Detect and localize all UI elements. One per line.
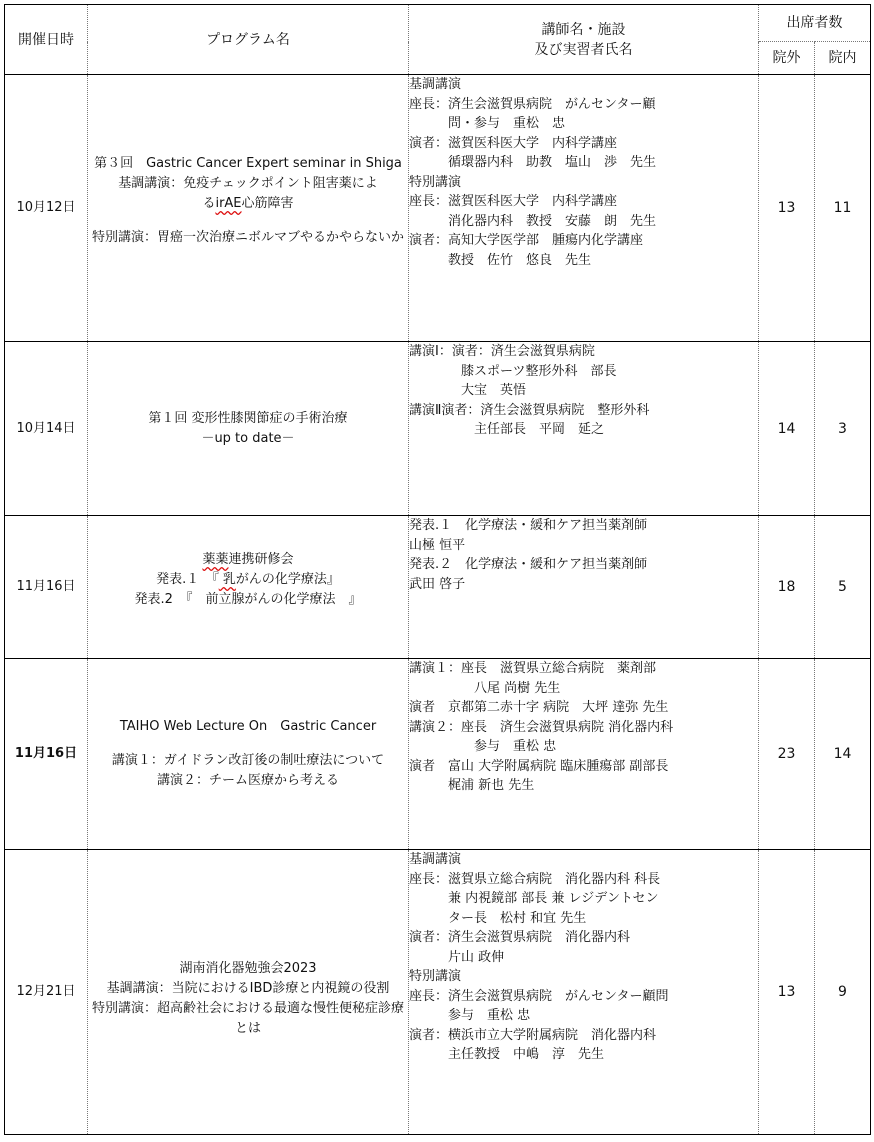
row-outside-count: 13 — [759, 850, 815, 1135]
program-line: 基調講演：免疫チェックポイント阻害薬によ るirAE心筋障害 — [118, 176, 378, 211]
row-program — [88, 659, 409, 850]
header-instructor-line2: 及び実習者氏名 — [534, 41, 633, 58]
header-attendees: 出席者数 — [759, 5, 871, 42]
header-program: プログラム名 — [88, 5, 409, 75]
row-program — [88, 516, 409, 659]
row-program — [88, 75, 409, 342]
program-line: 湖南消化器勉強会2023 — [179, 961, 317, 976]
header-date: 開催日時 — [18, 31, 74, 48]
table-row — [5, 850, 871, 1135]
row-outside-count: 13 — [759, 75, 815, 342]
row-date: 10月12日 — [5, 75, 88, 342]
row-instructor: 講演１：座長 滋賀県立総合病院 薬剤部 八尾 尚樹 先生 演者 京都第二赤十字 病院 大坪 達弥 先生 講演２：座長 済生会滋賀県病院 消化器内科 参与 重松 忠 演者 富山 大学附属病院 臨床腫瘍部 副部長 梶浦 新也 先生 — [409, 659, 759, 850]
row-date: 12月21日 — [5, 850, 88, 1135]
row-inside-count: 5 — [815, 516, 871, 659]
header-inside: 院内 — [815, 42, 871, 75]
header-instructor — [409, 5, 759, 75]
header-row — [5, 5, 871, 42]
row-date: 10月14日 — [5, 342, 88, 516]
row-inside-count: 3 — [815, 342, 871, 516]
program-line: 薬薬連携研修会 — [202, 552, 294, 567]
table-row — [5, 342, 871, 516]
program-line: 特別講演：胃癌一次治療ニボルマブやるかやらないか — [91, 230, 404, 245]
program-line: 第３回 Gastric Cancer Expert seminar in Shiga — [94, 156, 402, 171]
header-outside: 院外 — [759, 42, 815, 75]
row-outside-count: 18 — [759, 516, 815, 659]
program-line: 講演２：チーム医療から考える — [156, 773, 339, 788]
row-inside-count: 14 — [815, 659, 871, 850]
row-instructor: 基調講演 座長：済生会滋賀県病院 がんセンター顧 問・参与 重松 忠 演者：滋賀医科医大学 内科学講座 循環器内科 助教 塩山 渉 先生 特別講演 座長：滋賀医科医大学 内科学講座 消化器内科 教授 安藤 朗 先生 演者：高知大学医学部 腫瘍内化学講座 教授 佐竹 悠良 先生 — [409, 75, 759, 342]
program-line: TAIHO Web Lecture On Gastric Cancer — [119, 719, 377, 734]
row-outside-count: 23 — [759, 659, 815, 850]
program-line: 発表.2 『 前立腺がんの化学療法 』 — [134, 592, 362, 607]
program-line: 講演１：ガイドラン改訂後の制吐療法について — [111, 753, 385, 768]
spellcheck-underline: 乳 — [218, 572, 236, 587]
table-row — [5, 516, 871, 659]
program-line: 発表.１ 『 乳がんの化学療法』 — [156, 572, 340, 587]
header-instructor-line1: 講師名・施設 — [541, 21, 626, 38]
row-inside-count: 9 — [815, 850, 871, 1135]
spellcheck-underline: 薬薬 — [202, 552, 229, 567]
table-row — [5, 75, 871, 342]
row-date: 11月16日 — [5, 659, 88, 850]
attendance-table — [4, 4, 871, 1135]
row-outside-count: 14 — [759, 342, 815, 516]
row-date: 11月16日 — [5, 516, 88, 659]
row-inside-count: 11 — [815, 75, 871, 342]
row-program — [88, 850, 409, 1135]
row-instructor: 講演Ⅰ：演者：済生会滋賀県病院 膝スポーツ整形外科 部長 大宝 英悟 講演Ⅱ演者：済生会滋賀県病院 整形外科 主任部長 平岡 延之 — [409, 342, 759, 516]
table-row — [5, 659, 871, 850]
row-instructor: 発表.１ 化学療法・緩和ケア担当薬剤師 山極 恒平 発表.２ 化学療法・緩和ケア担当薬剤師 武田 啓子 — [409, 516, 759, 659]
program-line: 第１回 変形性膝関節症の手術治療 — [148, 410, 348, 426]
program-line: 基調講演：当院におけるIBD診療と内視鏡の役割 — [106, 981, 390, 996]
program-line: 特別講演：超高齢社会における最適な慢性便秘症診療とは — [91, 1001, 404, 1036]
row-program — [88, 342, 409, 516]
row-instructor: 基調講演 座長：滋賀県立総合病院 消化器内科 科長 兼 内視鏡部 部長 兼 レジデントセン ター長 松村 和宜 先生 演者：済生会滋賀県病院 消化器内科 片山 政伸 特別講演 座長：済生会滋賀県病院 がんセンター顧問 参与 重松 忠 演者：横浜市立大学附属病院 消化器内科 主任教授 中嶋 淳 先生 — [409, 850, 759, 1135]
program-line: －up to date－ — [201, 430, 295, 446]
spellcheck-underline: irAE — [215, 196, 242, 211]
